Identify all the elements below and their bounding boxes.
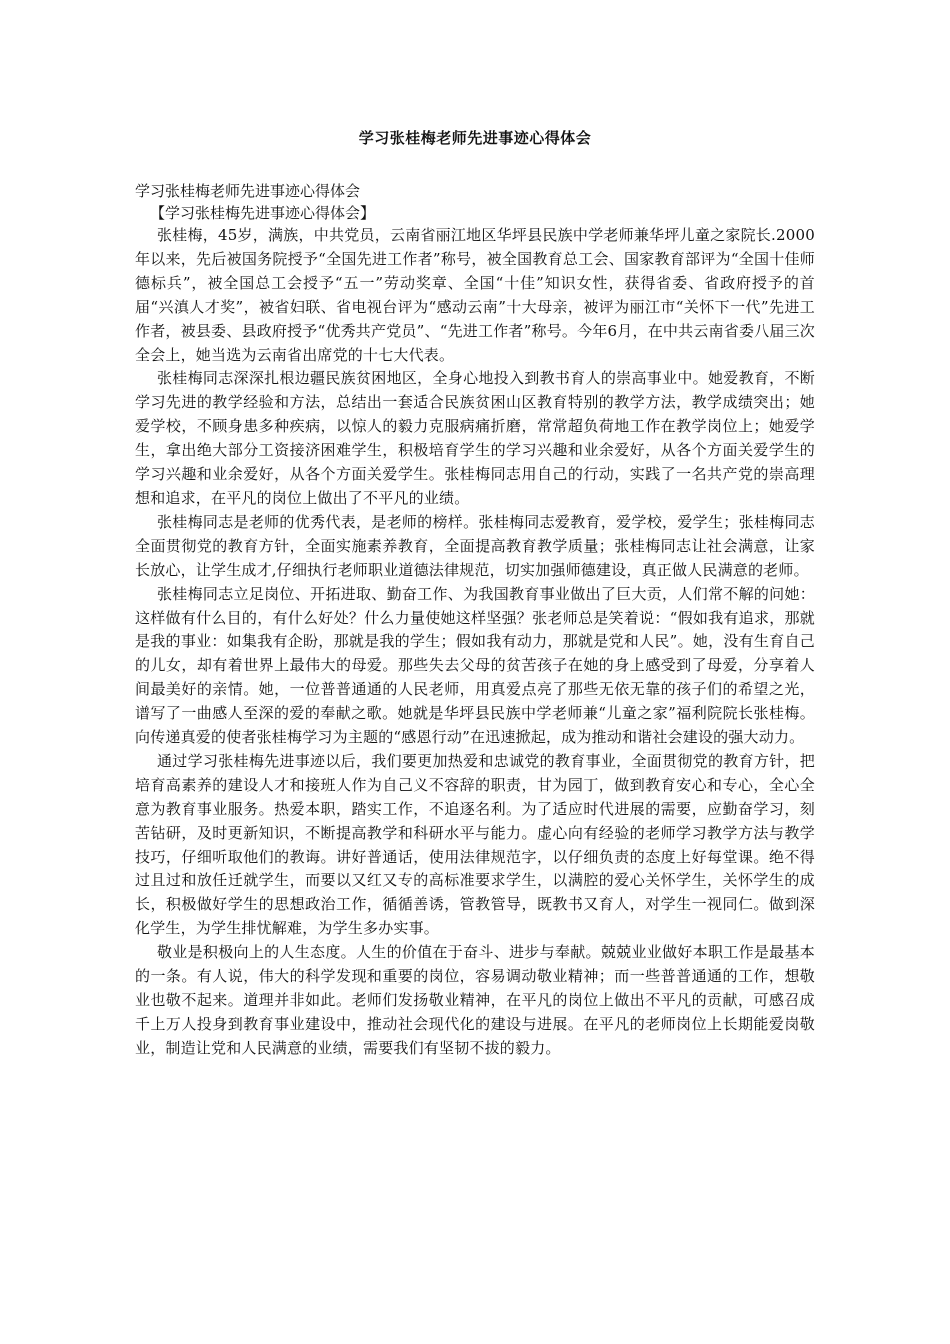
section-heading: 【学习张桂梅先进事迹心得体会】 [150,204,376,222]
paragraph-4: 张桂梅同志立足岗位、开拓进取、勤奋工作、为我国教育事业做出了巨大贡，人们常不解的问她：这样做有什么目的，有什么好处？什么力量使她这样坚强？张老师总是笑着说：“假如我有追求，那就是我的事业：如集我有企盼，那就是我的学生；假如我有动力，那就是党和人民”。她，没有生育自己的儿女，却有着世界上最伟大的母爱。那些失去父母的贫苦孩子在她的身上感受到了母爱，分享着人间最美好的亲情。她，一位普普通通的人民老师，用真爱点亮了那些无依无靠的孩子们的希望之光，谱写了一曲感人至深的爱的奉献之歌。她就是华坪县民族中学老师兼“儿童之家”福利院院长张桂梅。向传递真爱的使者张桂梅学习为主题的“感恩行动”在迅速掀起，成为推动和谐社会建设的强大动力。 [135,584,815,747]
document-page [135,128,815,1061]
paragraph-5: 通过学习张桂梅先进事迹以后，我们要更加热爱和忠诚党的教育事业，全面贯彻党的教育方针，把培育高素养的建设人才和接班人作为自己义不容辞的职责，甘为园丁，做到教育安心和专心，全心全意为教育事业服务。热爱本职，踏实工作，不追逐名利。为了适应时代进展的需要，应勤奋学习，刻苦钻研，及时更新知识，不断提高教学和科研水平与能力。虚心向有经验的老师学习教学方法与教学技巧，仔细听取他们的教诲。讲好普通话，使用法律规范字，以仔细负责的态度上好每堂课。绝不得过且过和放任迁就学生，而要以又红又专的高标准要求学生，以满腔的爱心关怀学生，关怀学生的成长，积极做好学生的思想政治工作，循循善诱，管教管导，既教书又育人，对学生一视同仁。做到深化学生，为学生排忧解难，为学生多办实事。 [135,751,815,938]
paragraph-6: 敬业是积极向上的人生态度。人生的价值在于奋斗、进步与奉献。兢兢业业做好本职工作是最基本的一条。有人说，伟大的科学发现和重要的岗位，容易调动敬业精神；而一些普普通通的工作，想敬业也敬不起来。道理并非如此。老师们发扬敬业精神，在平凡的岗位上做出不平凡的贡献，可感召成千上万人投身到教育事业建设中，推动社会现代化的建设与进展。在平凡的老师岗位上长期能爱岗敬业，制造让党和人民满意的业绩，需要我们有坚韧不拔的毅力。 [135,943,815,1057]
paragraph-1: 张桂梅，45岁，满族，中共党员，云南省丽江地区华坪县民族中学老师兼华坪儿童之家院长.2000年以来，先后被国务院授予“全国先进工作者”称号，被全国教育总工会、国家教育部评为“全国十佳师德标兵”，被全国总工会授予“五一”劳动奖章、全国“十佳”知识女性，获得省委、省政府授予的首届“兴滇人才奖”，被省妇联、省电视台评为“感动云南”十大母亲，被评为丽江市“关怀下一代”先进工作者，被县委、县政府授予“优秀共产党员”、“先进工作者”称号。今年6月，在中共云南省委八届三次全会上，她当选为云南省出席党的十七大代表。 [135,226,815,364]
document-subtitle: 学习张桂梅老师先进事迹心得体会 [135,182,361,200]
document-title: 学习张桂梅老师先进事迹心得体会 [358,129,592,147]
paragraph-2: 张桂梅同志深深扎根边疆民族贫困地区，全身心地投入到教书育人的崇高事业中。她爱教育，不断学习先进的教学经验和方法，总结出一套适合民族贫困山区教育特别的教学方法，教学成绩突出；她爱学校，不顾身患多种疾病，以惊人的毅力克服病痛折磨，常常超负荷地工作在教学岗位上；她爱学生，拿出绝大部分工资接济困难学生，积极培育学生的学习兴趣和业余爱好，从各个方面关爱学生的学习兴趣和业余爱好，从各个方面关爱学生。张桂梅同志用自己的行动，实践了一名共产党的崇高理想和追求，在平凡的岗位上做出了不平凡的业绩。 [135,369,815,507]
paragraph-3: 张桂梅同志是老师的优秀代表，是老师的榜样。张桂梅同志爱教育，爱学校，爱学生；张桂梅同志全面贯彻党的教育方针，全面实施素养教育，全面提高教育教学质量；张桂梅同志让社会满意，让家长放心，让学生成才,仔细执行老师职业道德法律规范，切实加强师德建设，真正做人民满意的老师。 [135,512,815,579]
